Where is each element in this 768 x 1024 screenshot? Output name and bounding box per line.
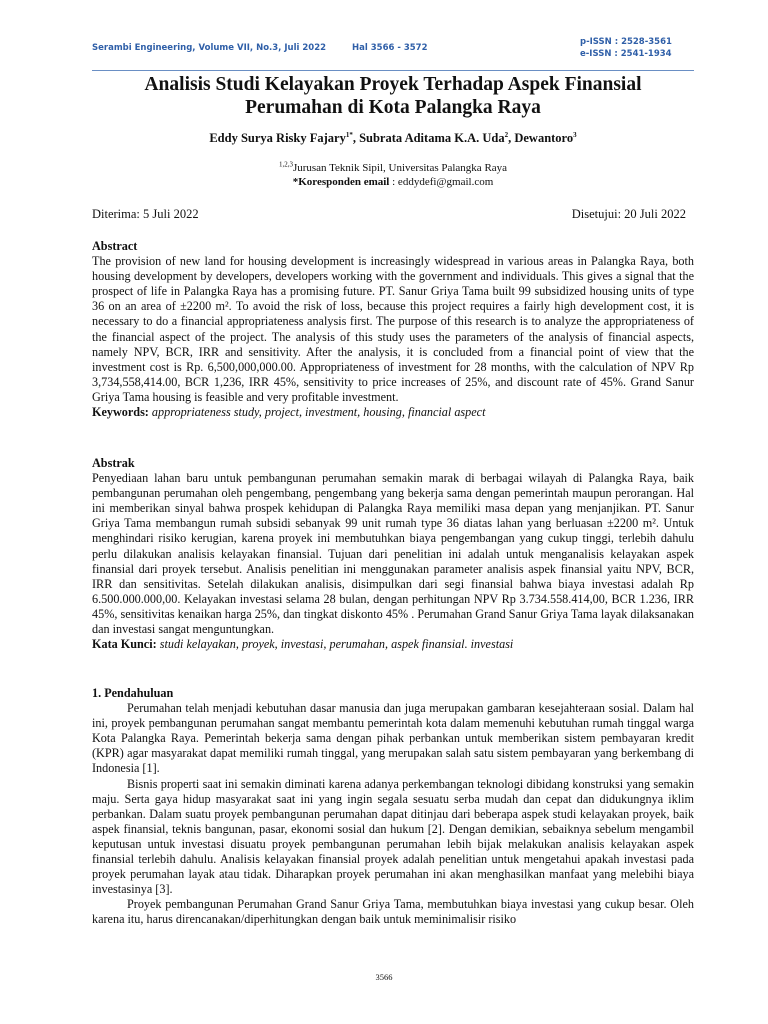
submission-dates <box>92 207 686 222</box>
title-line-2: Perumahan di Kota Palangka Raya <box>245 97 541 118</box>
introduction-heading: 1. Pendahuluan <box>92 686 174 700</box>
paper-title <box>92 73 694 119</box>
journal-citation: Serambi Engineering, Volume VII, No.3, Juli 2022 <box>92 43 327 53</box>
author-list <box>92 131 694 146</box>
intro-paragraph-1: Perumahan telah menjadi kebutuhan dasar manusia dan juga merupakan gambaran kesejahteraan sosial. Dalam hal ini, proyek pembangunan perumahan sangat membantu pemerintah kota dalam memenuhi kebutuhan rumah tinggal warga Kota Palangka Raya. Pemerintah bekerja sama dengan pihak perbankan untuk memberikan sistem pembayaran kredit (KPR) agar masyarakat dapat memiliki rumah tinggal, yang merupakan salah satu sistem pembayaran yang berkembang di Indonesia [1]. <box>92 701 694 776</box>
abstract-body: The provision of new land for housing development is increasingly widespread in various areas in Palangka Raya, both housing development by developers, developers working with the government and individuals. This gives a signal that the prospect of life in Palangka Raya has a promising future. PT. Sanur Griya Tama built 99 subsidized housing units of type 36 on an area of ±2200 m². To avoid the risk of loss, because this project requires a fairly high development cost, it is necessary to do a financial appropriateness analysis first. The purpose of this research is to analyze the appropriateness of the financial aspect of the project. The analysis of this study uses the parameters of the analysis of financial aspects, namely NPV, BCR, IRR and sensitivity. After the analysis, it is concluded from a financial point of view that the investment cost is Rp. 6,500,000,000.00. Appropriateness of investment for 28 months, with the calculation of NPV Rp 3,734,558,414.00, BCR 1,236, IRR 45%, sensitivity to price increases of 25%, and discount rate of 45%. Grand Sanur Griya Tama housing is feasible and very profitable investment. <box>92 254 694 404</box>
kata-kunci-text: studi kelayakan, proyek, investasi, perumahan, aspek finansial. investasi <box>156 637 514 652</box>
keywords-label: Keywords: <box>92 405 149 420</box>
abstract-heading: Abstract <box>92 239 138 253</box>
received-date: Diterima: 5 Juli 2022 <box>92 207 199 221</box>
corresponding-label: *Koresponden email <box>292 176 390 188</box>
keywords-line <box>92 405 694 420</box>
corresponding-email: : eddydefi@gmail.com <box>392 176 494 188</box>
affiliation <box>92 161 694 189</box>
author-3-sup: 3 <box>573 130 577 139</box>
abstrak-body: Penyediaan lahan baru untuk pembangunan perumahan semakin marak di berbagai wilayah di Palangka Raya, baik pembangunan perumahan oleh pengembang, pengembang yang bekerja sama dengan pemerintah maupun perorangan. Hal ini memberikan sinyal bahwa prospek kehidupan di Palangka Raya memiliki masa depan yang menjanjikan. PT. Sanur Griya Tama membangun rumah subsidi sebanyak 99 unit rumah type 36 diatas lahan yang berluasan ±2200 m². Untuk menghindari risiko kerugian, karena proyek ini membutuhkan biaya pengembangan yang cukup tinggi, terlebih dahulu perlu dilakukan analisis kelayakan finansial. Tujuan dari penelitian ini adalah untuk menganalisis kelayakan aspek finansial dari proyek tersebut. Analisis penelitian ini menggunakan parameter analisis aspek finansial yaitu NPV, BCR, IRR dan sensitivitas. Setelah dilakukan analisis, disimpulkan dari segi finansial bahwa biaya investasi adalah Rp 6.500.000.000,00. Kelayakan investasi selama 28 bulan, dengan perhitungan NPV Rp 3.734.558.414,00, BCR 1.236, IRR 45%, sensitivitas kenaikan harga 25%, dan tingkat diskonto 45% . Perumahan Grand Sanur Griya Tama layak dilaksanakan dan investasi sangat menguntungkan. <box>92 471 694 637</box>
author-3: Dewantoro <box>514 131 574 145</box>
author-2: Subrata Aditama K.A. Uda <box>359 131 505 145</box>
introduction-section <box>92 686 694 928</box>
affiliation-text: Jurusan Teknik Sipil, Universitas Palangka Raya <box>292 162 508 174</box>
title-line-1: Analisis Studi Kelayakan Proyek Terhadap Aspek Finansial <box>144 74 642 95</box>
author-1: Eddy Surya Risky Fajary <box>209 131 346 145</box>
kata-kunci-line <box>92 637 694 652</box>
author-1-sup: 1* <box>345 130 353 139</box>
intro-paragraph-3: Proyek pembangunan Perumahan Grand Sanur Griya Tama, membutuhkan biaya investasi yang cukup besar. Oleh karena itu, harus direncanakan/diperhitungkan dengan baik untuk meminimalisir risiko <box>92 897 694 927</box>
e-issn: e-ISSN : 2541-1934 <box>580 49 672 59</box>
affiliation-sup: 1,2,3 <box>278 160 293 169</box>
p-issn: p-ISSN : 2528-3561 <box>580 37 672 47</box>
author-2-sup: 2 <box>504 130 509 139</box>
intro-paragraph-2: Bisnis properti saat ini semakin diminati karena adanya perkembangan teknologi dibidang konstruksi yang semakin maju. Serta gaya hidup masyarakat saat ini yang ingin segala sesuatu serba mudah dan cepat dan didukungnya iklim perbankan. Dalam suatu proyek pembangunan perumahan dapat ditinjau dari beberapa aspek studi kelayakan proyek, baik aspek finansial, teknis bangunan, pasar, ekonomi sosial dan hukum [2]. Dengan demikian, sebaiknya sebelum mengambil keputusan untuk investasi disuatu proyek pembangunan perumahan lebih bijak melakukan analisis kelayakan aspek finansial terlebih dahulu. Analisis kelayakan finansial proyek adalah penelitian untuk mengetahui apakah investasi pada proyek perumahan layak atau tidak. Diharapkan proyek perumahan ini akan menghasilkan manfaat yang melebihi biaya investasinya [3]. <box>92 776 694 897</box>
issn-block <box>580 36 672 60</box>
abstract-english <box>92 239 694 420</box>
affiliation-line <box>92 161 694 175</box>
kata-kunci-label: Kata Kunci: <box>92 637 157 652</box>
journal-pages: Hal 3566 - 3572 <box>352 43 428 53</box>
journal-header <box>92 43 428 53</box>
author-sep-2: , <box>508 131 515 145</box>
page-number: 3566 <box>375 972 393 982</box>
header-divider <box>92 70 694 71</box>
abstrak-heading: Abstrak <box>92 456 135 470</box>
accepted-date: Disetujui: 20 Juli 2022 <box>571 207 686 221</box>
corresponding-line <box>92 175 694 189</box>
author-sep-1: , <box>352 131 360 145</box>
keywords-text: appropriateness study, project, investment, housing, financial aspect <box>148 405 486 420</box>
abstract-indonesian <box>92 456 694 652</box>
